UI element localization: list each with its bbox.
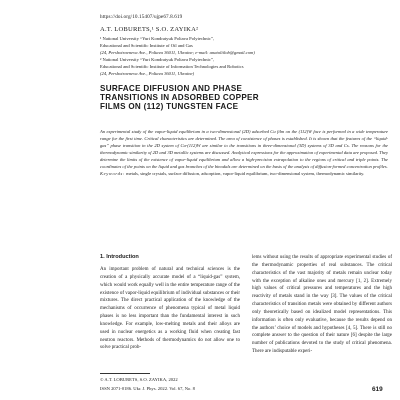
- keywords-text: metals, single crystals, surface diffusion, adsorption, vapor-liquid equilibrium, two-dimensional system, thermodynamic similarity.: [126, 171, 365, 177]
- keywords: [100, 170, 388, 177]
- section-heading: 1. Introduction: [100, 254, 139, 260]
- title-line: TRANSITIONS IN ADSORBED COPPER: [100, 92, 259, 102]
- abstract-text: An experimental study of the vapor-liquid equilibrium in a two-dimensional (2D) adsorbed Cu film on the (112)W face is performed in a wide temperature range for the first time. Critical characteristics are determined. The area of coexistence of phases is established. It is shown that the features of the “liquid-gas” phase transition in the 2D system of Cu-(112)W are similar to the transitions in three-dimensional (3D) systems of 3D and Cs. The reasons for the thermodynamic similarity of 2D and 3D metallic systems are discussed. Analytical expressions for the approximation of experimental data are proposed. They determine the limits of the existence of vapor-liquid equilibrium and allow a high-precision extrapolation to the regions of critical and triple points. The coordinates of the points on the liquid and gas branches of the binodals are determined on the basis of the analysis of diffusion-formed concentration profiles.: [100, 129, 389, 170]
- copyright-notice: © A.T. LOBURETS, S.O. ZAYIKA, 2022: [100, 377, 178, 382]
- journal-citation: ISSN 2071-0186. Ukr. J. Phys. 2022. Vol. 67, No. 8: [100, 386, 195, 391]
- doi-link[interactable]: https://doi.org/10.15407/ujpe67.8.619: [100, 14, 183, 20]
- title-line: SURFACE DIFFUSION AND PHASE: [100, 84, 243, 93]
- title-line: FILMS ON (112) TUNGSTEN FACE: [100, 101, 239, 111]
- article-title: [100, 85, 360, 111]
- abstract: [100, 128, 388, 177]
- affiliations: [100, 35, 390, 78]
- author-list: A.T. LOBURETS,¹ S.O. ZAYIKA²: [100, 26, 199, 33]
- affiliation-2-institute: Educational and Scientific Institute of Information Technologies and Robotics: [100, 64, 244, 70]
- body-column-left: An important problem of natural and technical sciences is the creation of a physically accurate model of a “liquid-gas” system, which would work equally well in the entire temperature range of the existence of vapor-liquid equilibrium of individual substances or their mixtures. The direct practical application of the knowledge of the mechanisms of occurrence of phenomena typical of metal liquid phases is no less important than the fundamental interest in such knowledge. For example, low-melting metals and their alloys are used in nuclear energetics as a working fluid when creating fast neutron reactors. Methods of thermodynamics do not allow one to solve practical prob-: [100, 267, 240, 351]
- footnote-divider: [100, 373, 150, 374]
- affiliation-2-name: ² National University “Yuri Kondratyuk Poltava Polytechnic”,: [100, 57, 215, 63]
- affiliation-1-address: (24, Pershotravneva Ave., Poltava 36011, Ukraine; e-mail: anatoliilob@gmail.com): [100, 50, 255, 56]
- keywords-label: Keywords:: [100, 171, 125, 177]
- page-number: 619: [372, 386, 383, 393]
- affiliation-1-institute: Educational and Scientific Institute of Oil and Gas: [100, 43, 193, 49]
- affiliation-2-address: (24, Pershotravneva Ave., Poltava 36011, Ukraine): [100, 71, 195, 77]
- affiliation-1-name: ¹ National University “Yuri Kondratyuk Poltava Polytechnic”,: [100, 36, 215, 41]
- body-column-right: lems without using the results of appropriate experimental studies of the thermodynamic properties of real substances. The critical characteristics of the vast majority of metals remain unclear today with the exception of alkaline ones and mercury [1, 2]. Extremely high values of critical pressures and temperatures and the high reactivity of metals stand in the way [3]. The values of the critical characteristics of transition metals were obtained by different authors only theoretically based on idealized model representations. This information is often only evaluative, because the results depend on the authors’ choice of models and hypotheses [4, 5]. There is still no complete answer to the question of their nature [6] despite the large number of publications devoted to the study of critical phenomena. There are indisputable experi-: [252, 255, 392, 355]
